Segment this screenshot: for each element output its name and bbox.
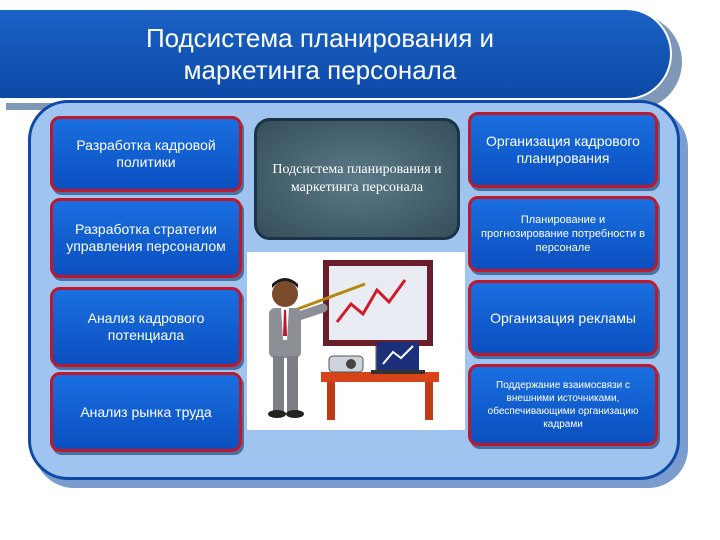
box-hr-strategy: [50, 198, 242, 278]
man-arm: [299, 308, 323, 316]
man-leg-left: [273, 356, 284, 412]
box-labor-market: [50, 372, 242, 452]
man-shoe-right: [286, 410, 304, 418]
box-label: Разработка стратегии управления персоналом: [66, 221, 226, 254]
box-advertising: [468, 280, 658, 356]
box-hr-planning: [468, 112, 658, 188]
box-label: Планирование и прогнозирование потребности в персонале: [481, 214, 645, 254]
page-title-line-1: Подсистема планирования и: [145, 23, 495, 53]
box-label: Поддержание взаимосвязи с внешними источниками, обеспечивающими организацию кадрами: [487, 380, 639, 430]
laptop-base: [371, 370, 425, 374]
title-banner: [0, 8, 672, 100]
box-hr-policy: [50, 116, 242, 192]
box-label: Разработка кадровой политики: [76, 137, 216, 170]
box-demand-forecasting: [468, 196, 658, 272]
man-leg-right: [287, 356, 298, 412]
desk-leg-right: [425, 382, 433, 420]
man-head: [272, 281, 298, 307]
center-subsystem-box: [254, 118, 460, 240]
page-title-line-2: маркетинга персонала: [183, 55, 457, 85]
man-shoe-left: [268, 410, 286, 418]
presenter-illustration: [247, 252, 465, 430]
board-screen: [329, 266, 427, 340]
center-label: Подсистема планирования и маркетинга персонала: [272, 162, 442, 195]
box-personnel-potential: [50, 287, 242, 367]
box-label: Организация рекламы: [490, 310, 636, 326]
projector-lens: [346, 359, 356, 369]
box-external-sources: [468, 364, 658, 446]
box-label: Анализ рынка труда: [80, 403, 212, 420]
desk-leg-left: [327, 382, 335, 420]
presenter-illustration-svg: [247, 252, 465, 430]
box-label: Анализ кадрового потенциала: [87, 310, 205, 343]
page-title: [60, 22, 580, 86]
box-label: Организация кадрового планирования: [486, 133, 640, 166]
